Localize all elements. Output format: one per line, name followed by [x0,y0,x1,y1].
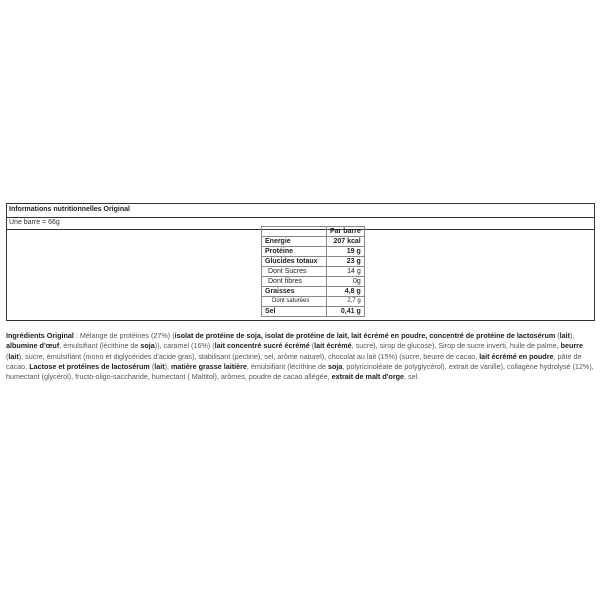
ingredient-highlight: matière grasse laitière [171,361,247,371]
table-row [262,277,365,287]
ingredient-highlight: lait [8,351,19,361]
table-row [262,307,365,317]
ingredient-text: ), [164,361,171,371]
table-row [262,267,365,277]
row-label: Sel [262,307,327,317]
ingredient-text: ( [309,341,315,351]
serving-size: Une barre = 66g [9,219,60,226]
ingredients-text [6,331,596,382]
ingredient-highlight: lait écrémé en poudre [479,351,554,361]
ingredient-text: ), [570,331,575,340]
ingredient-text: ( [555,331,560,340]
ingredient-highlight: beurre [560,341,583,351]
row-label: Protéine [262,247,327,257]
row-label: Glucides totaux [262,257,327,267]
table-row [262,257,365,267]
ingredient-highlight: lait [559,331,571,340]
ingredient-text: )), caramel (16%) ( [154,341,215,351]
row-value: 0g [327,277,365,287]
table-row [262,237,365,247]
table-row [262,287,365,297]
ingredient-text: , sucre), sirop de glucose), Sirop de sucre inverti, huile de palme, [351,341,561,351]
ingredient-text: ( [6,351,9,361]
row-value: 2,7 g [327,297,365,307]
ingredient-highlight: lait [154,361,165,371]
panel-title: Informations nutritionnelles Original [9,206,130,213]
ingredient-text: : Mélange de protéines (27%) ( [73,331,175,340]
ingredient-highlight: lait concentré sucré écrémé [214,341,310,351]
ingredient-highlight: isolat de protéine de soja, isolat de protéine de lait, lait écrémé en poudre, concentré de protéine de lactosérum [174,331,556,340]
ingredient-highlight: lait écrémé [314,341,352,351]
row-value: 14 g [327,267,365,277]
row-label: Graisses [262,287,327,297]
ingredient-highlight: Lactose et protéines de lactosérum [29,361,150,371]
row-label: Energie [262,237,327,247]
ingredient-text: ( [149,361,155,371]
ingredient-text: , émulsifiant (lécithine de [59,341,141,351]
row-label: Dont Sucres [262,267,327,277]
ingredient-highlight: extrait de malt d'orge [331,372,404,382]
table-header-empty [262,227,327,237]
table-row [262,247,365,257]
ingredient-text: , pâte de cacao, [6,351,582,371]
row-value: 4,8 g [327,287,365,297]
row-value: 19 g [327,247,365,257]
ingredient-text: , sel. [404,372,420,382]
row-value: 207 kcal [327,237,365,247]
ingredient-highlight: soja [140,341,155,351]
ingredient-text: ), sucre, émulsifiant (mono et diglycérides d'acide gras), stabilisant (pectine), sel, arôme naturel), chocolat au lait (15%) (sucre, beurre de cacao, [18,351,480,361]
row-value: 0,41 g [327,307,365,317]
nutrition-panel [6,203,595,321]
row-label: Dont fibres [262,277,327,287]
row-label: Dont saturées [262,297,327,307]
ingredient-text: , polyricinoléate de polyglycérol), extrait de vanille), collagène hydrolysé (12%), humectant (glycérol), fructo-oligo-saccharide, humectant ( Maltitol), arômes, poudre de cacao allégée, [6,361,594,382]
ingredient-highlight: albumine d'œuf [6,341,60,351]
nutrition-table [261,226,365,317]
table-row [262,297,365,307]
ingredient-highlight: Ingrédients Original [6,331,74,340]
row-value: 23 g [327,257,365,267]
ingredient-text: , émulsifiant (lécithine de [246,361,329,371]
ingredient-highlight: soja [328,361,343,371]
table-header: Par barre [327,227,365,237]
divider [7,217,594,218]
